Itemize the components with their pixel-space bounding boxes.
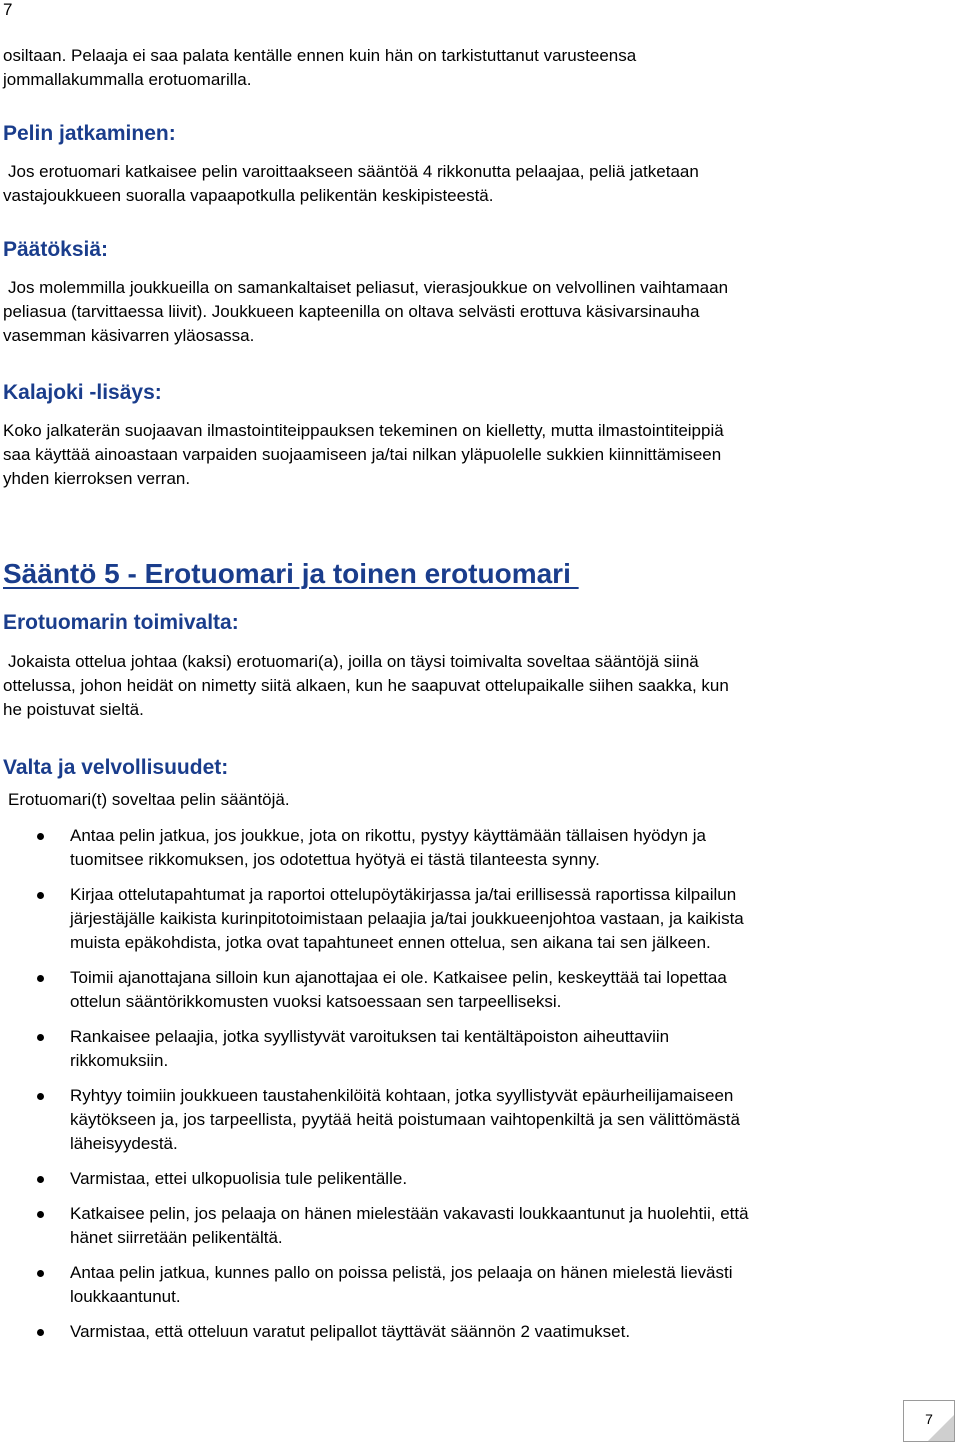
list-item: Toimii ajanottajana silloin kun ajanottajaa ei ole. Katkaisee pelin, keskeyttää tai lopettaa ottelun sääntörikkomusten vuoksi katsoessaan sen tarpeelliseksi.: [3, 966, 893, 1014]
rule5-title: Sääntö 5 - Erotuomari ja toinen erotuomari: [3, 558, 579, 589]
pelin-jatkaminen-line-2: vastajoukkueen suoralla vapaapotkulla pelikentän keskipisteestä.: [3, 186, 494, 205]
intro-line-1: osiltaan. Pelaaja ei saa palata kentälle ennen kuin hän on tarkistuttanut varusteensa: [3, 46, 637, 65]
valta-intro: Erotuomari(t) soveltaa pelin sääntöjä.: [8, 790, 290, 809]
list-item: Katkaisee pelin, jos pelaaja on hänen mielestään vakavasti loukkaantunut ja huolehtii, että hänet siirretään pelikentältä.: [3, 1202, 893, 1250]
heading-kalajoki: Kalajoki -lisäys:: [3, 381, 162, 404]
bullet-icon: [37, 833, 44, 840]
document-body: [3, 44, 893, 1344]
heading-paatoksia: Päätöksiä:: [3, 238, 109, 261]
kalajoki-line-2: saa käyttää ainoastaan varpaiden suojaamiseen ja/tai nilkan yläpuolelle sukkien kiinnittämiseen: [3, 445, 722, 464]
intro-line-2: jommallakummalla erotuomarilla.: [3, 70, 252, 89]
paatoksia-line-2: peliasua (tarvittaessa liivit). Joukkueen kapteenilla on oltava selvästi erottuva käsivarsinauha: [3, 302, 700, 321]
list-item: Kirjaa ottelutapahtumat ja raportoi ottelupöytäkirjassa ja/tai erillisessä raportissa kilpailun järjestäjälle kaikista kurinpitotoimistaan pelaajia ja/tai joukkueenjohtoa vastaan, ja kaikista muista epäkohdista, jotka ovat tapahtuneet ennen ottelua, sen aikana tai sen jälkeen.: [3, 883, 893, 955]
duties-list: [3, 824, 893, 1344]
list-item: Rankaisee pelaajia, jotka syyllistyvät varoituksen tai kentältäpoiston aiheuttaviin rikkomuksiin.: [3, 1025, 893, 1073]
toimivalta-line-2: ottelussa, johon heidät on nimetty siitä alkaen, kun he saapuvat ottelupaikalle siihen saakka, kun: [3, 676, 729, 695]
list-item: Ryhtyy toimiin joukkueen taustahenkilöitä kohtaan, jotka syyllistyvät epäurheilijamaiseen käytökseen ja, jos tarpeellista, pyytää heitä poistumaan vaihtopenkiltä ja sen välittömästä läheisyydestä.: [3, 1084, 893, 1156]
paatoksia-line-3: vasemman käsivarren yläosassa.: [3, 326, 255, 345]
toimivalta-line-1: Jokaista ottelua johtaa (kaksi) erotuomari(a), joilla on täysi toimivalta soveltaa sääntöjä siinä: [8, 652, 699, 671]
toimivalta-line-3: he poistuvat sieltä.: [3, 700, 144, 719]
list-item: Varmistaa, ettei ulkopuolisia tule pelikentälle.: [3, 1167, 893, 1191]
bullet-icon: [37, 1176, 44, 1183]
bullet-icon: [37, 1270, 44, 1277]
kalajoki-line-3: yhden kierroksen verran.: [3, 469, 191, 488]
list-item: Antaa pelin jatkua, jos joukkue, jota on rikottu, pystyy käyttämään tällaisen hyödyn ja tuomitsee rikkomuksen, jos odotettua hyötyä ei tästä tilanteesta synny.: [3, 824, 893, 872]
page-curl-icon: [927, 1414, 955, 1442]
bullet-icon: [37, 1211, 44, 1218]
page-number-top: 7: [3, 0, 13, 19]
bullet-icon: [37, 975, 44, 982]
heading-valta: Valta ja velvollisuudet:: [3, 756, 229, 779]
pelin-jatkaminen-line-1: Jos erotuomari katkaisee pelin varoittaakseen sääntöä 4 rikkonutta pelaajaa, peliä jatketaan: [8, 162, 699, 181]
heading-pelin-jatkaminen: Pelin jatkaminen:: [3, 122, 176, 145]
bullet-icon: [37, 892, 44, 899]
page-number-bottom: 7: [925, 1411, 933, 1427]
bullet-icon: [37, 1034, 44, 1041]
bullet-icon: [37, 1093, 44, 1100]
kalajoki-line-1: Koko jalkaterän suojaavan ilmastointiteippauksen tekeminen on kielletty, mutta ilmastointiteippiä: [3, 421, 724, 440]
list-item: Antaa pelin jatkua, kunnes pallo on poissa pelistä, jos pelaaja on hänen mielestä lievästi loukkaantunut.: [3, 1261, 893, 1309]
list-item: Varmistaa, että otteluun varatut pelipallot täyttävät säännön 2 vaatimukset.: [3, 1320, 893, 1344]
heading-toimivalta: Erotuomarin toimivalta:: [3, 611, 239, 634]
paatoksia-line-1: Jos molemmilla joukkueilla on samankaltaiset peliasut, vierasjoukkue on velvollinen vaihtamaan: [8, 278, 729, 297]
page-number-box: [903, 1400, 955, 1442]
bullet-icon: [37, 1329, 44, 1336]
